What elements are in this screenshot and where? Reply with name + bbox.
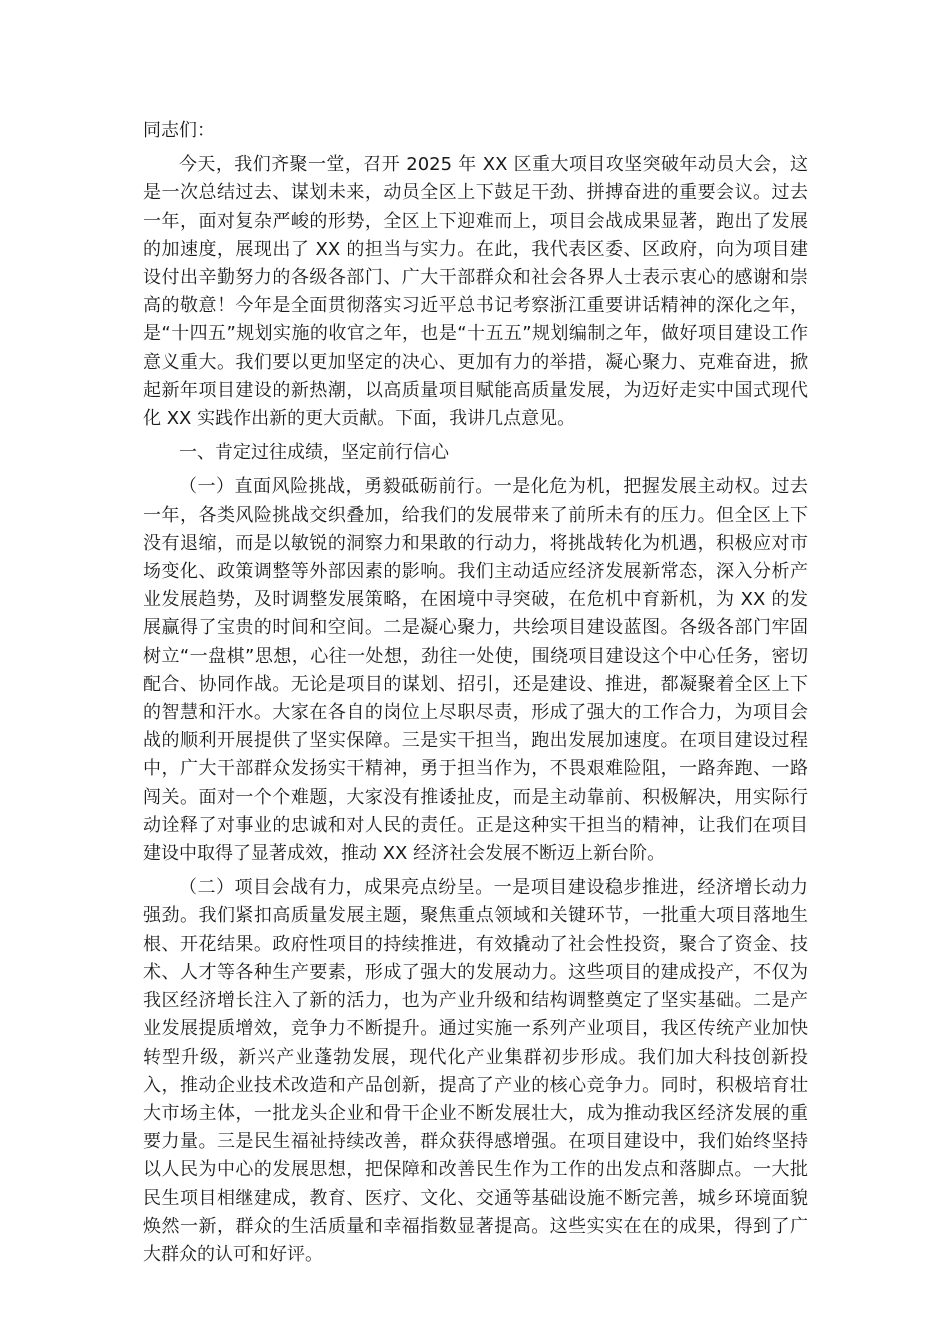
subsection-paragraph-1: （一）直面风险挑战，勇毅砥砺前行。一是化危为机，把握发展主动权。过去一年，各类风险挑战交织叠加，给我们的发展带来了前所未有的压力。但全区上下没有退缩，而是以敏锐的洞察力和果敢的行动力，将挑战转化为机遇，积极应对市场变化、政策调整等外部因素的影响。我们主动适应经济发展新常态，深入分析产业发展趋势，及时调整发展策略，在困境中寻突破，在危机中育新机，为 XX 的发展赢得了宝贵的时间和空间。二是凝心聚力，共绘项目建设蓝图。各级各部门牢固树立“一盘棋”思想，心往一处想，劲往一处使，围绕项目建设这个中心任务，密切配合、协同作战。无论是项目的谋划、招引，还是建设、推进，都凝聚着全区上下的智慧和汗水。大家在各自的岗位上尽职尽责，形成了强大的工作合力，为项目会战的顺利开展提供了坚实保障。三是实干担当，跑出发展加速度。在项目建设过程中，广大干部群众发扬实干精神，勇于担当作为，不畏艰难险阻，一路奔跑、一路闯关。面对一个个难题，大家没有推诿扯皮，而是主动靠前、积极解决，用实际行动诠释了对事业的忠诚和对人民的责任。正是这种实干担当的精神，让我们在项目建设中取得了显著成效，推动 XX 经济社会发展不断迈上新台阶。: [143, 476, 808, 865]
subsection-paragraph-2: （二）项目会战有力，成果亮点纷呈。一是项目建设稳步推进，经济增长动力强劲。我们紧扣高质量发展主题，聚焦重点领域和关键环节，一批重大项目落地生根、开花结果。政府性项目的持续推进，有效撬动了社会性投资，聚合了资金、技术、人才等各种生产要素，形成了强大的发展动力。这些项目的建成投产，不仅为我区经济增长注入了新的活力，也为产业升级和结构调整奠定了坚实基础。二是产业发展提质增效，竞争力不断提升。通过实施一系列产业项目，我区传统产业加快转型升级，新兴产业蓬勃发展，现代化产业集群初步形成。我们加大科技创新投入，推动企业技术改造和产品创新，提高了产业的核心竞争力。同时，积极培育壮大市场主体，一批龙头企业和骨干企业不断发展壮大，成为推动我区经济发展的重要力量。三是民生福祉持续改善，群众获得感增强。在项目建设中，我们始终坚持以人民为中心的发展思想，把保障和改善民生作为工作的出发点和落脚点。一大批民生项目相继建成，教育、医疗、文化、交通等基础设施不断完善，城乡环境面貌焕然一新，群众的生活质量和幸福指数显著提高。这些实实在在的成果，得到了广大群众的认可和好评。: [143, 877, 808, 1265]
intro-paragraph: 今天，我们齐聚一堂，召开 2025 年 XX 区重大项目攻坚突破年动员大会，这是一次总结过去、谋划未来，动员全区上下鼓足干劲、拼搏奋进的重要会议。过去一年，面对复杂严峻的形势，全区上下迎难而上，项目会战成果显著，跑出了发展的加速度，展现出了 XX 的担当与实力。在此，我代表区委、区政府，向为项目建设付出辛勤努力的各级各部门、广大干部群众和社会各界人士表示衷心的感谢和崇高的敬意！今年是全面贯彻落实习近平总书记考察浙江重要讲话精神的深化之年，是“十四五”规划实施的收官之年，也是“十五五”规划编制之年，做好项目建设工作意义重大。我们要以更加坚定的决心、更加有力的举措，凝心聚力、克难奋进，掀起新年项目建设的新热潮，以高质量项目赋能高质量发展，为迈好走实中国式现代化 XX 实践作出新的更大贡献。下面，我讲几点意见。: [143, 154, 808, 430]
salutation: 同志们：: [143, 120, 215, 141]
document-page: [143, 117, 808, 1275]
section-heading: 一、肯定过往成绩，坚定前行信心: [179, 442, 449, 464]
